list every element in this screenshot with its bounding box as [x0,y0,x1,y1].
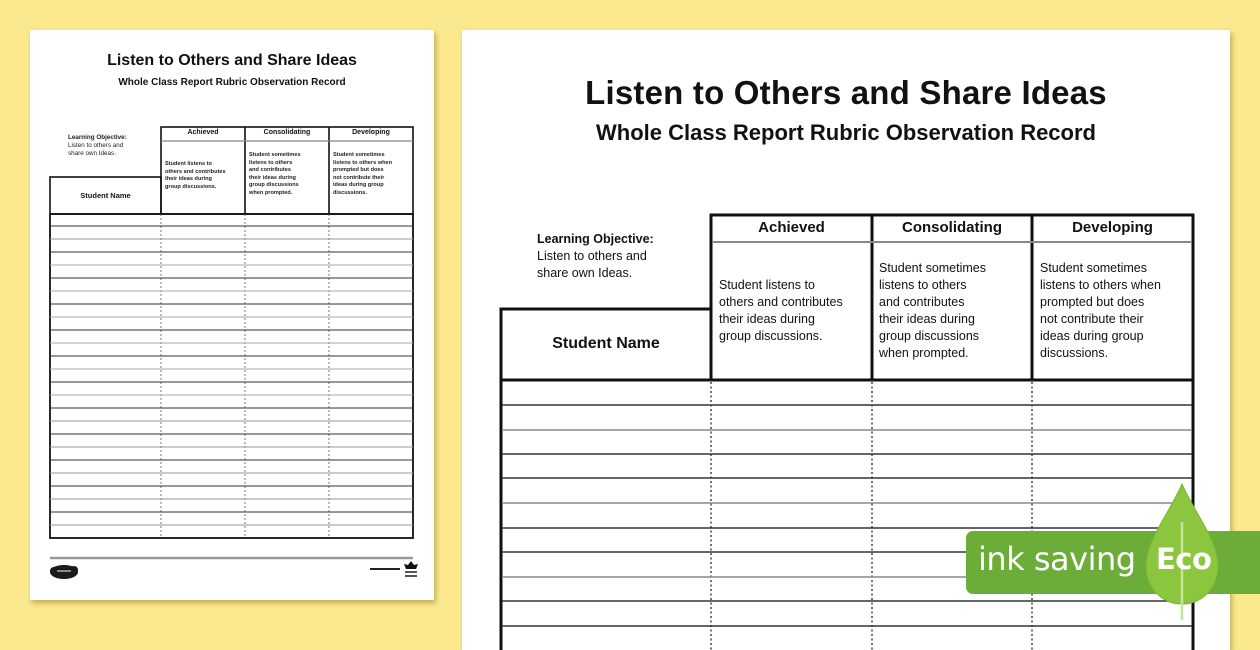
descriptor-line: group discussions. [165,183,217,190]
learning-objective-text: Listen to others and [68,142,124,149]
descriptor-consolidating [249,152,329,198]
descriptor-line: when prompted. [879,346,969,360]
descriptor-line: listens to others when [333,159,393,166]
descriptor-developing [1040,260,1192,362]
descriptor-line: group discussions [249,182,299,189]
descriptor-line: listens to others when [1040,278,1161,292]
descriptor-consolidating [879,260,1031,362]
column-header-developing: Developing [352,129,390,136]
student-name-header: Student Name [80,191,131,200]
descriptor-achieved [165,161,245,191]
descriptor-achieved [719,277,871,345]
descriptor-line: prompted but does [1040,295,1145,309]
descriptor-line: not contribute their [333,174,385,181]
descriptor-line: group discussions [879,329,980,343]
footer-copyright-text [370,568,400,570]
descriptor-line: Student sometimes [1040,261,1147,275]
descriptor-line: listens to others [879,278,967,292]
descriptor-line: not contribute their [1040,312,1144,326]
column-header-consolidating: Consolidating [263,129,311,136]
learning-objective-label: Learning Objective: [68,134,127,141]
thumbnail-page [30,30,434,600]
descriptor-line: and contributes [879,295,965,309]
column-header-consolidating: Consolidating [902,219,1002,236]
column-header-achieved: Achieved [187,129,219,136]
descriptor-line: Student listens to [719,278,815,292]
learning-objective-text: share own Ideas. [68,150,116,157]
learning-objective-text: Listen to others and [537,249,647,263]
descriptor-line: prompted but does [333,167,384,174]
page-subtitle: Whole Class Report Rubric Observation Record [596,120,1096,145]
crest-icon [402,560,420,580]
descriptor-line: ideas during group [333,182,384,189]
page-title: Listen to Others and Share Ideas [585,74,1107,111]
page-title: Listen to Others and Share Ideas [107,52,357,69]
ink-saving-label: ink saving [978,540,1136,578]
descriptor-line: their ideas during [719,312,815,326]
logo-icon [48,562,84,582]
descriptor-line: discussions. [1040,346,1109,360]
student-name-header: Student Name [552,335,660,352]
descriptor-line: Student sometimes [333,152,385,158]
column-header-developing: Developing [1072,219,1153,236]
descriptor-line: Student sometimes [879,261,986,275]
learning-objective-text: share own Ideas. [537,266,633,280]
descriptor-line: Student listens to [165,161,212,167]
learning-objective-label: Learning Objective: [537,232,654,246]
descriptor-line: listens to others [249,159,293,166]
descriptor-line: ideas during group [1040,329,1144,343]
eco-label: Eco [1156,542,1212,576]
descriptor-line: discussions. [333,189,367,196]
descriptor-line: their ideas during [879,312,975,326]
thumbnail-table-grid [30,30,434,600]
descriptor-line: others and contributes [165,168,226,175]
descriptor-line: Student sometimes [249,152,301,158]
descriptor-line: others and contributes [719,295,843,309]
descriptor-developing [333,152,413,198]
descriptor-line: their ideas during [165,176,212,183]
descriptor-line: and contributes [249,167,291,174]
descriptor-line: their ideas during [249,174,296,181]
descriptor-line: group discussions. [719,329,823,343]
column-header-achieved: Achieved [758,219,825,236]
page-subtitle: Whole Class Report Rubric Observation Record [118,77,346,88]
descriptor-line: when prompted. [249,189,293,196]
